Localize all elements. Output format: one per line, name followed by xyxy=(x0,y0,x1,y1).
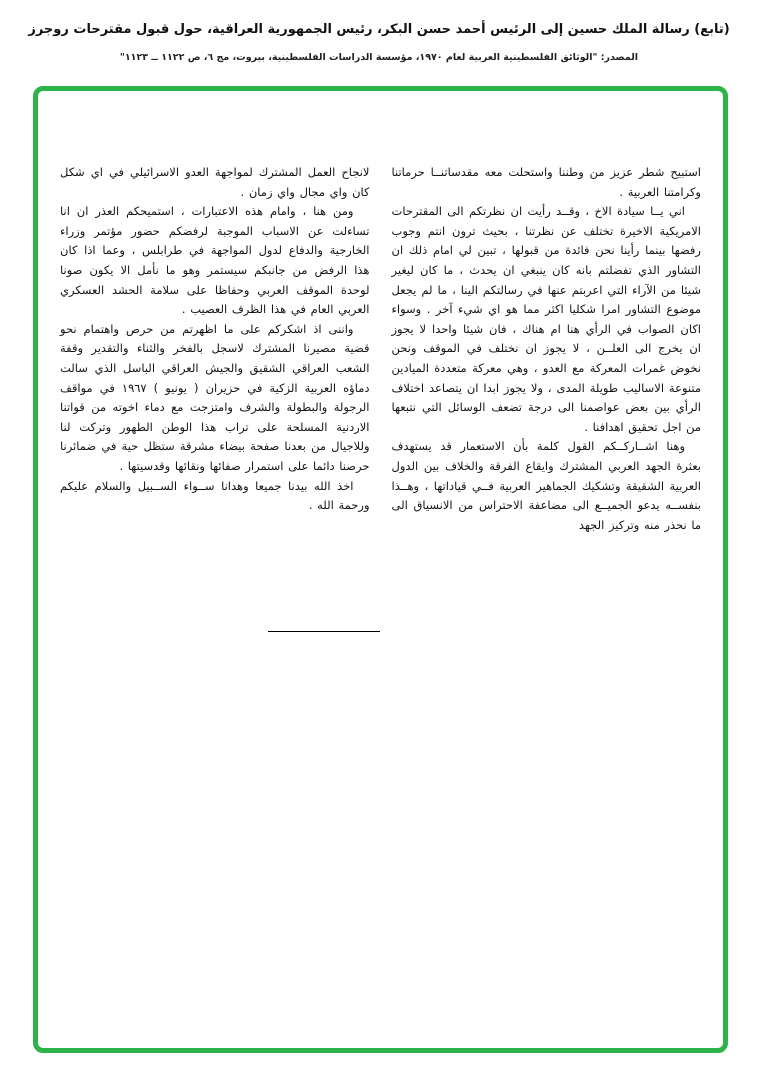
paragraph: ومن هنا ، وامام هذه الاعتبارات ، استميحكم العذر ان انا تساءلت عن الاسباب الموجبة لرفضكم حضور مؤتمر وزراء الخارجية والدفاع لدول المواجهة في طرابلس ، وعما اذا كان هذا الرفض من جانبكم سيستمر وهو ما نأمل الا يكون صونا لوحدة الموقف العربي وحفاظا على سلامة الحشد العسكري العربي العام في هذا الظرف العصيب . xyxy=(60,204,370,317)
paragraph: لانجاح العمل المشترك لمواجهة العدو الاسرائيلي في اي شكل كان واي مجال واي زمان . xyxy=(60,165,370,199)
section-divider xyxy=(268,631,380,632)
paragraph: وهنا اشــاركــكم القول كلمة بأن الاستعمار قد يستهدف بعثرة الجهد العربي المشترك وايقاع الفرقة والخلاف بين الدول العربية الشقيقة وتشكيك الجماهير العربية فــي قياداتها ، وهــذا بنفســه يدعو الجميــع الى مضاعفة الاحتراس من الانسياق الى ما نحذر منه وتركيز الجهد xyxy=(391,439,701,532)
paragraph: استبيح شطر عزيز من وطننا واستحلت معه مقدساتنــا حرماتنا وكرامتنا العربية . xyxy=(391,165,701,199)
document-title: (تابع) رسالة الملك حسين إلى الرئيس أحمد حسن البكر، رئيس الجمهورية العراقية، حول قبول مقترحات روجرز xyxy=(28,22,730,37)
paragraph: واننى اذ اشكركم على ما اظهرتم من حرص واهتمام نحو قضية مصيرنا المشترك لاسجل بالفخر والثناء والتقدير وقفة الشعب العراقي الشقيق والجيش العراقي الباسل الذي سالت دماؤه العربية الزكية في حزيران ( يونيو ) ١٩٦٧ في مواقف الرجولة والبطولة والشرف وامتزجت مع دماء اخوته من قواتنا الاردنية المسلحة على تراب هذا الوطن الطهور وتركت لنا وللاجيال من بعدنا صفحة بيضاء مشرقة ستظل حية في ضمائرنا حرصنا دائما على استمرار صفائها ونقائها وقدسيتها . xyxy=(60,321,370,473)
document-frame xyxy=(33,86,728,1053)
right-column xyxy=(392,163,702,535)
letter-body xyxy=(38,163,723,535)
paragraph: اخذ الله بيدنا جميعا وهدانا ســواء الســبيل والسلام عليكم ورحمة الله . xyxy=(60,478,370,513)
left-column xyxy=(60,163,370,535)
source-citation: المصدر: "الوثائق الفلسطينية العربية لعام ١٩٧٠، مؤسسة الدراسات الفلسطينية، بيروت، مج ٦، ص ١١٢٢ ــ ١١٢٣" xyxy=(119,52,639,63)
paragraph: اني يــا سيادة الاخ ، وقــد رأيت ان نظرتكم الى المقترحات الامريكية الاخيرة تختلف عن نظرتنا ، بحيث ترون انتم وجوب رفضها بينما رأينا نحن فائدة من قبولها ، تبين لي امام ذلك ان التشاور الذي تفضلتم بانه كان ينبغي ان يحدث ، ما كان ليغير شيئا من الآراء التي اعربتم عنها في رسالتكم الينا ، ما لم يجعل موضوع التشاور امرا شكليا اكثر مما هو اي شيء آخر . وسواء اكان الصواب في الرأي هنا ام هناك ، فان شيئا واحدا لا يجوز ان يخرج الى العلــن ، لا يجوز ان نختلف في الموقف ونحن نخوض غمرات المعركة مع العدو ، وهي معركة متعددة الميادين متنوعة الاساليب طويلة المدى ، ولا يجوز ابدا ان يتصاعد اختلاف الرأي بين بعض عواصمنا الى درجة تضعف الوسائل التي نتبعها من اجل تحقيق اهدافنا . xyxy=(391,204,701,434)
